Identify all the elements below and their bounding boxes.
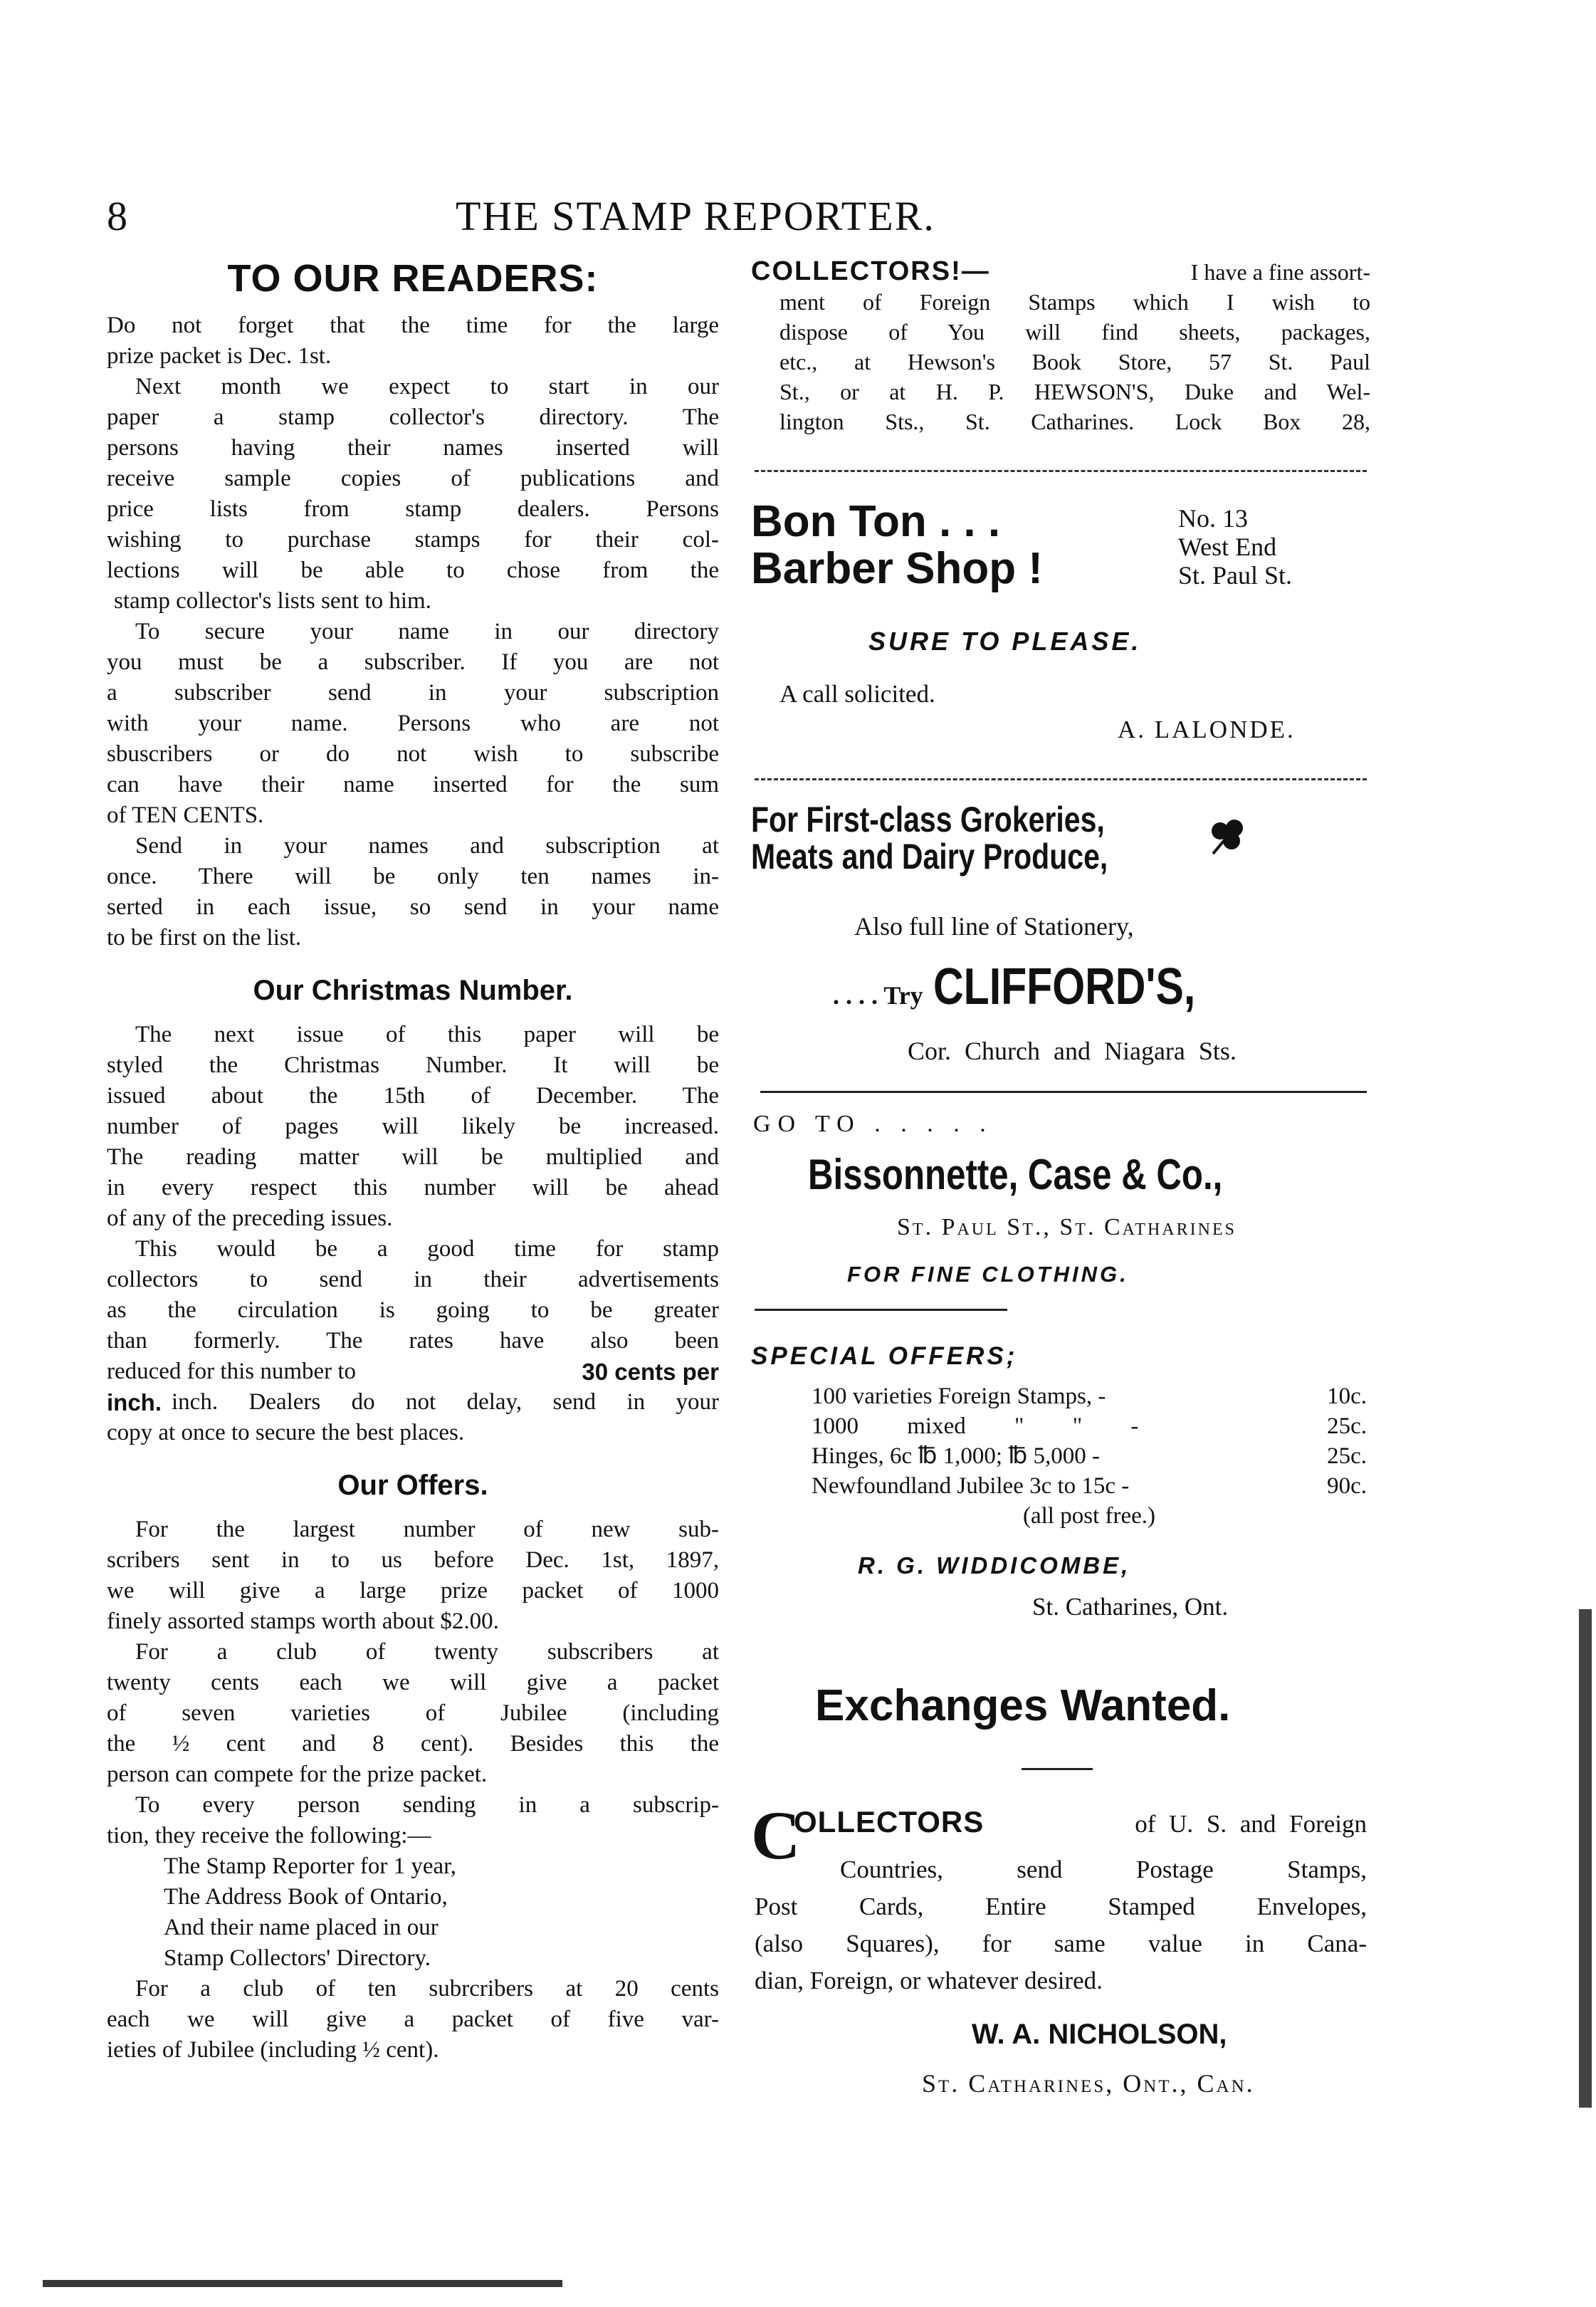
divider (755, 470, 1367, 472)
offer-row (812, 1471, 1367, 1501)
text-line: For a club of twenty subscribers at (135, 1639, 719, 1665)
exchanges-dropcap: C (751, 1797, 801, 1873)
barber-proprietor: A. LALONDE. (1118, 716, 1296, 743)
text-line: of seven varieties of Jubilee (including (107, 1700, 719, 1726)
text-line: person can compete for the prize packet. (107, 1762, 488, 1787)
text-line: wishing to purchase stamps for their col- (107, 527, 719, 553)
text-line: Send in your names and subscription at (135, 833, 719, 859)
barber-call: A call solicited. (779, 680, 935, 708)
text-line: each we will give a packet of five var- (107, 2007, 719, 2032)
exchanges-first-line (794, 1805, 1367, 1839)
christmas-body (107, 1020, 719, 1448)
text-line: For the largest number of new sub- (135, 1517, 719, 1542)
text-line: St., or at H. P. HEWSON'S, Duke and Wel- (779, 379, 1370, 404)
text-line: in every respect this number will be ahead (107, 1175, 719, 1200)
exchanges-address: St. Catharines, Ont., Can. (922, 2069, 1255, 2098)
barber-address-line: No. 13 (1178, 504, 1248, 533)
text-line: with your name. Persons who are not (107, 711, 719, 736)
special-offers-location: St. Catharines, Ont. (1032, 1593, 1229, 1621)
right-column (751, 256, 1370, 436)
text-line: For a club of ten subrcribers at 20 cents (135, 1976, 719, 2002)
bissonnette-tagline: FOR FINE CLOTHING. (847, 1262, 1129, 1287)
special-offers-seller: R. G. WIDDICOMBE, (858, 1552, 1131, 1579)
clifford-stationery: Also full line of Stationery, (854, 912, 1134, 941)
offer-desc: Hinges, 6c ℔ 1,000; ℔ 5,000 - (812, 1443, 1101, 1469)
text-line: ieties of Jubilee (including ½ cent). (107, 2037, 439, 2063)
text-line: The next issue of this paper will be (135, 1022, 719, 1047)
text-line: number of pages will likely be increased. (107, 1114, 719, 1139)
text-line: we will give a large prize packet of 1000 (107, 1578, 719, 1604)
exchanges-name: W. A. NICHOLSON, (972, 2019, 1227, 2050)
special-offers-list (812, 1381, 1367, 1531)
text-line: receive sample copies of publications and (107, 466, 719, 491)
scan-edge-mark (1579, 1609, 1592, 2108)
rate-emphasis-unit: inch. (107, 1389, 162, 1416)
text-segment: reduced for this number to (107, 1359, 357, 1384)
barber-address (1178, 504, 1292, 590)
clifford-try-line (833, 958, 1253, 1016)
text-line: The reading matter will be multiplied and (107, 1144, 719, 1170)
bissonnette-name: Bissonnette, Case & Co., (808, 1151, 1223, 1198)
text-line: of any of the preceding issues. (107, 1205, 393, 1231)
offer-price: 25c. (1327, 1443, 1367, 1469)
text-segment: inch. Dealers do not delay, send in your (172, 1389, 719, 1415)
text-line: the ½ cent and 8 cent). Besides this the (107, 1731, 719, 1757)
text-line: The Stamp Reporter for 1 year, (164, 1853, 457, 1879)
left-column (107, 256, 719, 2066)
text-line: persons having their names inserted will (107, 435, 719, 461)
text-line: twenty cents each we will give a packet (107, 1670, 719, 1695)
clifford-name: CLIFFORD'S, (933, 958, 1195, 1015)
text-line: price lists from stamp dealers. Persons (107, 496, 719, 522)
barber-slogan: SURE TO PLEASE. (868, 627, 1142, 656)
text-line: scribers sent in to us before Dec. 1st, 1897, (107, 1547, 719, 1573)
text-line: finely assorted stamps worth about $2.00. (107, 1608, 499, 1634)
text-line: dispose of You will find sheets, packages, (779, 319, 1370, 345)
text-line: styled the Christmas Number. It will be (107, 1052, 719, 1078)
barber-address-line: St. Paul St. (1178, 561, 1293, 590)
barber-name (751, 498, 1043, 592)
text-segment: I have a fine assort- (1190, 259, 1370, 285)
text-line: And their name placed in our (164, 1915, 439, 1940)
offer-price: 10c. (1327, 1383, 1367, 1409)
text-line: dian, Foreign, or whatever desired. (755, 1967, 1103, 1994)
barber-name-line-2: Barber Shop ! (751, 544, 1043, 593)
text-line: can have their name inserted for the sum (107, 772, 719, 797)
special-offers-heading: SPECIAL OFFERS; (751, 1342, 1018, 1370)
page-number: 8 (107, 193, 127, 239)
rate-emphasis: 30 cents per (582, 1359, 719, 1385)
masthead: THE STAMP REPORTER. (456, 193, 935, 239)
rate-line (107, 1356, 719, 1387)
divider (755, 778, 1367, 780)
offers-heading: Our Offers. (337, 1470, 488, 1501)
exchanges-heading: Exchanges Wanted. (815, 1681, 1231, 1730)
text-line: to be first on the list. (107, 925, 302, 951)
text-line: The Address Book of Ontario, (164, 1884, 448, 1910)
collectors-lead: COLLECTORS!— (751, 256, 990, 286)
offer-row (812, 1441, 1367, 1471)
text-line: as the circulation is going to be greater (107, 1297, 719, 1323)
text-line: sbuscribers or do not wish to subscribe (107, 741, 719, 767)
divider (1022, 1768, 1093, 1770)
offers-body (107, 1515, 719, 2066)
bissonnette-address: St. Paul St., St. Catharines (897, 1214, 1237, 1240)
text-line: ment of Foreign Stamps which I wish to (779, 289, 1370, 315)
text-line: prize packet is Dec. 1st. (107, 343, 332, 369)
text-line: copy at once to secure the best places. (107, 1420, 465, 1445)
barber-name-line-1: Bon Ton . . . (751, 497, 1001, 546)
clifford-address: Cor. Church and Niagara Sts. (908, 1037, 1237, 1065)
text-line: lections will be able to chose from the (107, 558, 719, 583)
text-line: lington Sts., St. Catharines. Lock Box 28, (779, 409, 1370, 434)
text-line: you must be a subscriber. If you are not (107, 649, 719, 675)
text-line: To every person sending in a subscrip- (135, 1792, 719, 1818)
offer-price: 90c. (1327, 1473, 1367, 1499)
exchanges-lead: OLLECTORS (794, 1805, 985, 1838)
barber-address-line: West End (1178, 533, 1277, 561)
offer-note: (all post free.) (1023, 1503, 1155, 1529)
offer-row (812, 1381, 1367, 1411)
collectors-first-line (751, 256, 1370, 287)
text-line: (also Squares), for same value in Cana- (755, 1930, 1367, 1957)
christmas-heading: Our Christmas Number. (253, 975, 573, 1006)
text-line: collectors to send in their advertisements (107, 1267, 719, 1292)
text-line: once. There will be only ten names in- (107, 864, 719, 889)
readers-body (107, 310, 719, 953)
text-line: a subscriber send in your subscription (107, 680, 719, 706)
text-line: stamp collector's lists sent to him. (114, 588, 431, 614)
divider (755, 1309, 1007, 1311)
rate-line-2 (107, 1387, 719, 1418)
clifford-line: For First-class Grokeries, (751, 800, 1105, 839)
clifford-try: . . . . Try (833, 981, 923, 1010)
readers-heading: TO OUR READERS: (227, 257, 599, 300)
text-line: Countries, send Postage Stamps, (840, 1856, 1367, 1883)
text-segment: of U. S. and Foreign (1135, 1810, 1367, 1838)
offer-price: 25c. (1327, 1413, 1367, 1439)
exchanges-body (755, 1851, 1367, 1999)
clifford-headline (751, 801, 1108, 875)
text-line: issued about the 15th of December. The (107, 1083, 719, 1109)
text-line: paper a stamp collector's directory. The (107, 404, 719, 430)
text-line: Stamp Collectors' Directory. (164, 1945, 431, 1971)
text-line: serted in each issue, so send in your name (107, 894, 719, 920)
text-line: Post Cards, Entire Stamped Envelopes, (755, 1893, 1367, 1920)
text-line: of TEN CENTS. (107, 802, 264, 828)
divider (760, 1091, 1367, 1093)
text-line: To secure your name in our directory (135, 619, 719, 644)
text-line: etc., at Hewson's Book Store, 57 St. Paul (779, 349, 1370, 375)
text-line: This would be a good time for stamp (135, 1236, 719, 1262)
scan-bottom-mark (43, 2280, 562, 2287)
text-line: tion, they receive the following:— (107, 1823, 431, 1848)
collectors-ad (751, 256, 1370, 436)
text-line: Next month we expect to start in our (135, 374, 719, 399)
offer-row (812, 1411, 1367, 1441)
bissonnette-go-to: GO TO . . . . . (753, 1111, 993, 1137)
offer-desc: 1000 mixed " " - (812, 1413, 1139, 1439)
clifford-line: Meats and Dairy Produce, (751, 837, 1108, 877)
text-line: than formerly. The rates have also been (107, 1328, 719, 1354)
text-line: Do not forget that the time for the large (107, 313, 719, 338)
offer-desc: 100 varieties Foreign Stamps, - (812, 1383, 1106, 1409)
shamrock-icon (1203, 815, 1253, 858)
offer-desc: Newfoundland Jubilee 3c to 15c - (812, 1473, 1130, 1499)
